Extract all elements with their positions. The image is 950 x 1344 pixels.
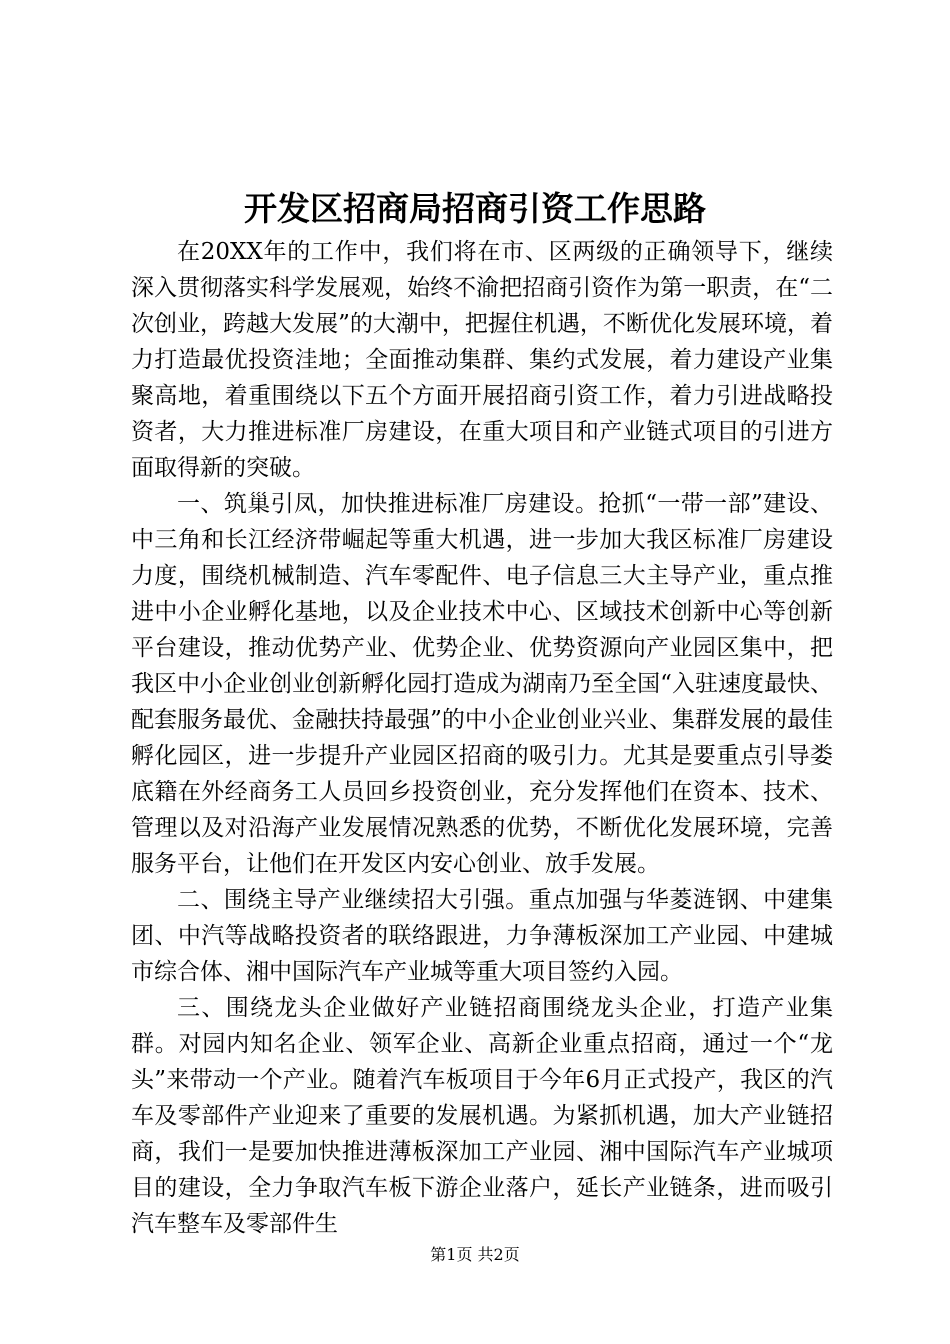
- paragraph-intro: 在20XX年的工作中，我们将在市、区两级的正确领导下，继续深入贯彻落实科学发展观，始终不渝把招商引资作为第一职责，在“二次创业，跨越大发展”的大潮中，把握住机遇，不断优化发展环境，着力打造最优投资洼地；全面推动集群、集约式发展，着力建设产业集聚高地，着重围绕以下五个方面开展招商引资工作，着力引进战略投资者，大力推进标准厂房建设，在重大项目和产业链式项目的引进方面取得新的突破。: [131, 239, 833, 481]
- paragraph-section-3: 三、围绕龙头企业做好产业链招商围绕龙头企业，打造产业集群。对园内知名企业、领军企业、高新企业重点招商，通过一个“龙头”来带动一个产业。随着汽车板项目于今年6月正式投产，我区的汽车及零部件产业迎来了重要的发展机遇。为紧抓机遇，加大产业链招商，我们一是要加快推进薄板深加工产业园、湘中国际汽车产业城项目的建设，全力争取汽车板下游企业落户，延长产业链条，进而吸引汽车整车及零部件生: [131, 995, 833, 1237]
- document-title: 开发区招商局招商引资工作思路: [244, 189, 706, 228]
- page-number-footer: 第1页 共2页: [430, 1245, 520, 1264]
- document-body: [131, 234, 833, 1242]
- paragraph-section-2: 二、围绕主导产业继续招大引强。重点加强与华菱涟钢、中建集团、中汽等战略投资者的联络跟进，力争薄板深加工产业园、中建城市综合体、湘中国际汽车产业城等重大项目签约入园。: [131, 887, 833, 985]
- paragraph-section-1: 一、筑巢引凤，加快推进标准厂房建设。抢抓“一带一部”建设、中三角和长江经济带崛起等重大机遇，进一步加大我区标准厂房建设力度，围绕机械制造、汽车零配件、电子信息三大主导产业，重点推进中小企业孵化基地，以及企业技术中心、区域技术创新中心等创新平台建设，推动优势产业、优势企业、优势资源向产业园区集中，把我区中小企业创业创新孵化园打造成为湖南乃至全国“入驻速度最快、配套服务最优、金融扶持最强”的中小企业创业兴业、集群发展的最佳孵化园区，进一步提升产业园区招商的吸引力。尤其是要重点引导娄底籍在外经商务工人员回乡投资创业，充分发挥他们在资本、技术、管理以及对沿海产业发展情况熟悉的优势，不断优化发展环境，完善服务平台，让他们在开发区内安心创业、放手发展。: [131, 491, 833, 877]
